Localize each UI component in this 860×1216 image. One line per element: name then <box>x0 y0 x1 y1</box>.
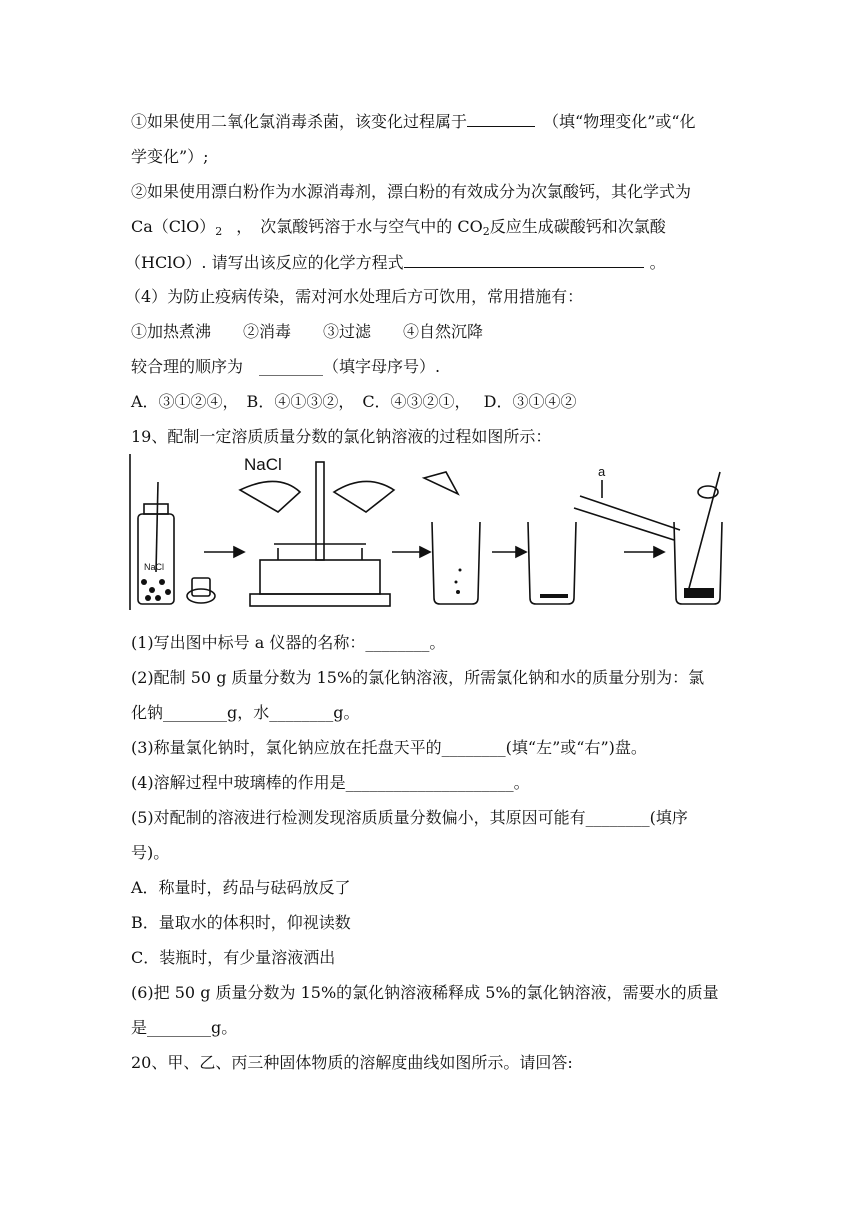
bottle-neck <box>144 504 168 514</box>
glass-rod <box>688 472 720 592</box>
q19-part3: (3)称量氯化钠时，氯化钠应放在托盘天平的________(填“左”或“右”)盘。 <box>131 738 647 757</box>
nacl-scale-label: NaCl <box>244 455 282 474</box>
q19-option-b: B．量取水的体积时，仰视读数 <box>131 913 351 932</box>
graduated-cylinder <box>574 508 674 540</box>
q18-order-question: 较合理的顺序为 ________（填字母序号）. <box>131 357 441 376</box>
q19-part2-line1: (2)配制 50 g 质量分数为 15%的氯化钠溶液，所需氯化钠和水的质量分别为：氯 <box>131 668 705 687</box>
q18-line4 <box>131 216 666 243</box>
q18-part1-hint: （填“物理变化”或“化 <box>543 112 696 131</box>
q18-line4-tail: 反应生成碳酸钙和次氯酸 <box>489 217 666 236</box>
period: 。 <box>649 253 666 272</box>
q19-option-c: C．装瓶时，有少量溶液洒出 <box>131 948 336 967</box>
q19-part5-line2: 号)。 <box>131 843 170 862</box>
formula-text: Ca（ClO） <box>131 217 216 236</box>
balance-body <box>260 560 380 594</box>
q18-measures-list: ①加热煮沸 ②消毒 ③过滤 ④自然沉降 <box>131 322 484 341</box>
label-a: a <box>598 464 606 479</box>
q19-part6-line1: (6)把 50 g 质量分数为 15%的氯化钠溶液稀释成 5%的氯化钠溶液，需要水的质量 <box>131 983 719 1002</box>
right-pan-paper <box>334 481 394 512</box>
q18-options: A．③①②④， B．④①③②， C．④③②①， D．③①④② <box>131 392 577 411</box>
beaker-1 <box>432 522 480 604</box>
q18-line5 <box>125 251 666 274</box>
q18-line4-text: ， 次氯酸钙溶于水与空气中的 CO <box>236 217 483 236</box>
q18-sub4-question: （4）为防止疫病传染，需对河水处理后方可饮用，常用措施有： <box>125 287 584 306</box>
q18-part1-text: ①如果使用二氧化氯消毒杀菌，该变化过程属于 <box>131 112 468 131</box>
q18-line1 <box>131 110 696 133</box>
equation-blank <box>404 251 644 268</box>
q19-part2-line2: 化钠________g，水________g。 <box>131 703 360 722</box>
subscript: 2 <box>482 225 490 238</box>
answer-blank <box>467 110 535 127</box>
q18-line5-text: （HClO）. 请写出该反应的化学方程式 <box>125 253 404 272</box>
q18-line3: ②如果使用漂白粉作为水源消毒剂，漂白粉的有效成分为次氯酸钙，其化学式为 <box>131 182 692 201</box>
q19-part6-line2: 是________g。 <box>131 1018 238 1037</box>
q19-part5-line1: (5)对配制的溶液进行检测发现溶质质量分数偏小，其原因可能有________(填序 <box>131 808 688 827</box>
paper-funnel <box>424 472 458 494</box>
balance-base <box>250 594 390 606</box>
q19-part4: (4)溶解过程中玻璃棒的作用是_____________________。 <box>131 773 530 792</box>
q19-part1: (1)写出图中标号 a 仪器的名称：________。 <box>131 633 446 652</box>
q18-line2: 学变化”）; <box>131 147 209 166</box>
subscript: 2 <box>215 225 223 238</box>
left-pan-paper <box>240 481 300 512</box>
solution-preparation-figure <box>128 452 732 612</box>
q20-title: 20、甲、乙、丙三种固体物质的溶解度曲线如图所示。请回答: <box>131 1053 573 1072</box>
figure-drawing <box>128 452 732 612</box>
beaker-2 <box>528 522 576 604</box>
nacl-bottle-label: NaCl <box>144 562 165 572</box>
spatula <box>156 482 158 572</box>
q19-title: 19、配制一定溶质质量分数的氯化钠溶液的过程如图所示： <box>131 427 552 446</box>
q19-option-a: A．称量时，药品与砝码放反了 <box>131 878 351 897</box>
